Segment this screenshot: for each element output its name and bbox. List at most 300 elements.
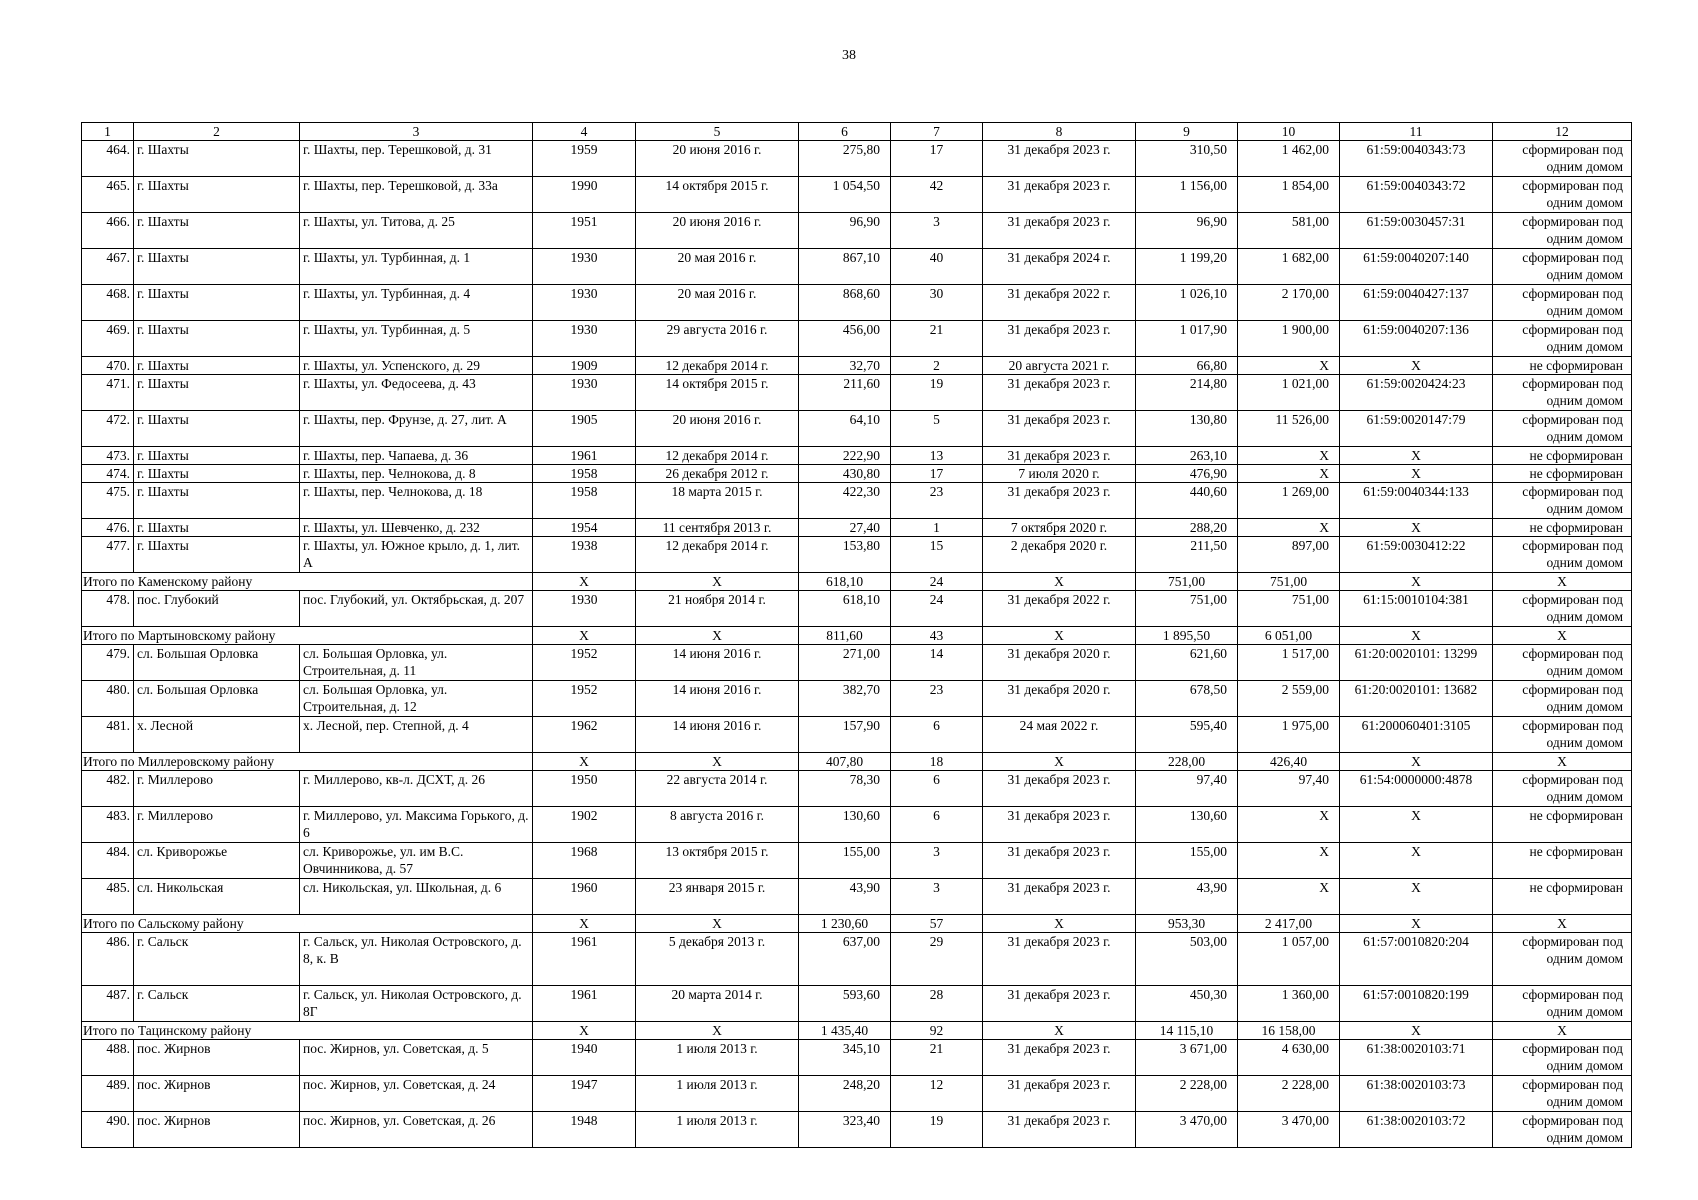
total-year-built: X [533, 573, 636, 591]
address: г. Шахты, ул. Турбинная, д. 5 [300, 321, 533, 357]
area: 430,80 [799, 465, 891, 483]
district-total-label: Итого по Сальскому району [82, 915, 533, 933]
cadastral-number: 61:59:0040343:72 [1340, 177, 1493, 213]
address: пос. Жирнов, ул. Советская, д. 26 [300, 1112, 533, 1148]
area-provided: 1 156,00 [1136, 177, 1238, 213]
row-number: 485. [82, 879, 134, 915]
row-number: 476. [82, 519, 134, 537]
area: 382,70 [799, 681, 891, 717]
date-recognized: 8 августа 2016 г. [636, 807, 799, 843]
total-land-area: 16 158,00 [1238, 1022, 1340, 1040]
land-status: сформирован под одним домом [1493, 645, 1632, 681]
residents: 6 [891, 771, 983, 807]
settlement: г. Миллерово [134, 771, 300, 807]
resettlement-deadline: 31 декабря 2023 г. [983, 933, 1136, 986]
settlement: г. Шахты [134, 465, 300, 483]
total-area: 407,80 [799, 753, 891, 771]
residents: 40 [891, 249, 983, 285]
land-status: сформирован под одним домом [1493, 681, 1632, 717]
total-cadastral-number: X [1340, 753, 1493, 771]
land-area: 2 228,00 [1238, 1076, 1340, 1112]
resettlement-deadline: 31 декабря 2023 г. [983, 375, 1136, 411]
land-status: сформирован под одним домом [1493, 1112, 1632, 1148]
area: 157,90 [799, 717, 891, 753]
date-recognized: 11 сентября 2013 г. [636, 519, 799, 537]
date-recognized: 22 августа 2014 г. [636, 771, 799, 807]
resettlement-deadline: 31 декабря 2023 г. [983, 447, 1136, 465]
residents: 17 [891, 141, 983, 177]
cadastral-number: 61:59:0040207:136 [1340, 321, 1493, 357]
total-land-status: X [1493, 1022, 1632, 1040]
row-number: 477. [82, 537, 134, 573]
table-row [82, 1040, 1632, 1076]
land-area: 4 630,00 [1238, 1040, 1340, 1076]
total-resettlement-deadline: X [983, 1022, 1136, 1040]
land-area: 1 682,00 [1238, 249, 1340, 285]
address: х. Лесной, пер. Степной, д. 4 [300, 717, 533, 753]
address: г. Шахты, ул. Южное крыло, д. 1, лит. А [300, 537, 533, 573]
address: сл. Большая Орловка, ул. Строительная, д. 11 [300, 645, 533, 681]
year-built: 1930 [533, 249, 636, 285]
cadastral-number: 61:38:0020103:72 [1340, 1112, 1493, 1148]
table-row [82, 519, 1632, 537]
area: 1 054,50 [799, 177, 891, 213]
resettlement-deadline: 31 декабря 2020 г. [983, 645, 1136, 681]
table-row [82, 879, 1632, 915]
land-area: X [1238, 357, 1340, 375]
address: г. Сальск, ул. Николая Островского, д. 8, к. В [300, 933, 533, 986]
cadastral-number: 61:38:0020103:71 [1340, 1040, 1493, 1076]
residents: 19 [891, 375, 983, 411]
total-residents: 18 [891, 753, 983, 771]
residents: 19 [891, 1112, 983, 1148]
land-status: сформирован под одним домом [1493, 591, 1632, 627]
area-provided: 2 228,00 [1136, 1076, 1238, 1112]
date-recognized: 1 июля 2013 г. [636, 1076, 799, 1112]
area-provided: 214,80 [1136, 375, 1238, 411]
date-recognized: 13 октября 2015 г. [636, 843, 799, 879]
settlement: г. Шахты [134, 321, 300, 357]
area: 27,40 [799, 519, 891, 537]
address: г. Шахты, ул. Титова, д. 25 [300, 213, 533, 249]
year-built: 1961 [533, 986, 636, 1022]
resettlement-deadline: 31 декабря 2023 г. [983, 411, 1136, 447]
cadastral-number: 61:57:0010820:199 [1340, 986, 1493, 1022]
residents: 13 [891, 447, 983, 465]
area-provided: 678,50 [1136, 681, 1238, 717]
resettlement-deadline: 31 декабря 2022 г. [983, 591, 1136, 627]
area: 96,90 [799, 213, 891, 249]
land-area: X [1238, 879, 1340, 915]
settlement: пос. Жирнов [134, 1112, 300, 1148]
area: 78,30 [799, 771, 891, 807]
settlement: пос. Глубокий [134, 591, 300, 627]
total-date-recognized: X [636, 915, 799, 933]
residents: 24 [891, 591, 983, 627]
settlement: пос. Жирнов [134, 1040, 300, 1076]
cadastral-number: 61:59:0030457:31 [1340, 213, 1493, 249]
land-status: сформирован под одним домом [1493, 249, 1632, 285]
table-row [82, 986, 1632, 1022]
cadastral-number: 61:54:0000000:4878 [1340, 771, 1493, 807]
district-total-label: Итого по Мартыновскому району [82, 627, 533, 645]
total-land-area: 751,00 [1238, 573, 1340, 591]
settlement: г. Сальск [134, 986, 300, 1022]
area: 323,40 [799, 1112, 891, 1148]
resettlement-deadline: 31 декабря 2023 г. [983, 807, 1136, 843]
residents: 28 [891, 986, 983, 1022]
area: 155,00 [799, 843, 891, 879]
table-row [82, 807, 1632, 843]
address: г. Шахты, ул. Успенского, д. 29 [300, 357, 533, 375]
year-built: 1940 [533, 1040, 636, 1076]
area: 130,60 [799, 807, 891, 843]
residents: 17 [891, 465, 983, 483]
year-built: 1905 [533, 411, 636, 447]
address: г. Шахты, пер. Фрунзе, д. 27, лит. А [300, 411, 533, 447]
land-status: сформирован под одним домом [1493, 1040, 1632, 1076]
total-land-area: 6 051,00 [1238, 627, 1340, 645]
resettlement-deadline: 20 августа 2021 г. [983, 357, 1136, 375]
address: г. Шахты, пер. Терешковой, д. 31 [300, 141, 533, 177]
total-land-status: X [1493, 627, 1632, 645]
row-number: 486. [82, 933, 134, 986]
table-row [82, 717, 1632, 753]
cadastral-number: 61:200060401:3105 [1340, 717, 1493, 753]
area-provided: 1 199,20 [1136, 249, 1238, 285]
address: г. Шахты, ул. Шевченко, д. 232 [300, 519, 533, 537]
address: сл. Криворожье, ул. им В.С. Овчинникова, д. 57 [300, 843, 533, 879]
column-header-8: 8 [983, 123, 1136, 141]
land-status: сформирован под одним домом [1493, 717, 1632, 753]
land-area: 1 462,00 [1238, 141, 1340, 177]
year-built: 1930 [533, 375, 636, 411]
address: г. Шахты, пер. Челнокова, д. 18 [300, 483, 533, 519]
table-row [82, 285, 1632, 321]
total-year-built: X [533, 1022, 636, 1040]
area-provided: 310,50 [1136, 141, 1238, 177]
year-built: 1952 [533, 645, 636, 681]
area: 271,00 [799, 645, 891, 681]
resettlement-deadline: 31 декабря 2023 г. [983, 213, 1136, 249]
land-area: 11 526,00 [1238, 411, 1340, 447]
address: г. Шахты, пер. Терешковой, д. 33а [300, 177, 533, 213]
row-number: 480. [82, 681, 134, 717]
date-recognized: 5 декабря 2013 г. [636, 933, 799, 986]
address: г. Шахты, ул. Турбинная, д. 4 [300, 285, 533, 321]
area-provided: 621,60 [1136, 645, 1238, 681]
area-provided: 476,90 [1136, 465, 1238, 483]
area-provided: 211,50 [1136, 537, 1238, 573]
land-area: 1 269,00 [1238, 483, 1340, 519]
area: 422,30 [799, 483, 891, 519]
address: г. Шахты, пер. Челнокова, д. 8 [300, 465, 533, 483]
total-residents: 24 [891, 573, 983, 591]
table-row [82, 213, 1632, 249]
page-number: 38 [842, 48, 856, 63]
land-status: не сформирован [1493, 843, 1632, 879]
cadastral-number: 61:59:0030412:22 [1340, 537, 1493, 573]
column-header-6: 6 [799, 123, 891, 141]
settlement: г. Шахты [134, 213, 300, 249]
area: 32,70 [799, 357, 891, 375]
area-provided: 595,40 [1136, 717, 1238, 753]
table-row [82, 843, 1632, 879]
column-header-2: 2 [134, 123, 300, 141]
column-header-5: 5 [636, 123, 799, 141]
column-header-1: 1 [82, 123, 134, 141]
residents: 1 [891, 519, 983, 537]
date-recognized: 14 июня 2016 г. [636, 717, 799, 753]
residents: 2 [891, 357, 983, 375]
year-built: 1948 [533, 1112, 636, 1148]
cadastral-number: X [1340, 807, 1493, 843]
land-area: 1 021,00 [1238, 375, 1340, 411]
land-status: сформирован под одним домом [1493, 177, 1632, 213]
total-cadastral-number: X [1340, 915, 1493, 933]
resettlement-deadline: 31 декабря 2023 г. [983, 843, 1136, 879]
cadastral-number: X [1340, 519, 1493, 537]
address: пос. Жирнов, ул. Советская, д. 5 [300, 1040, 533, 1076]
row-number: 482. [82, 771, 134, 807]
row-number: 478. [82, 591, 134, 627]
district-total-label: Итого по Каменскому району [82, 573, 533, 591]
total-land-status: X [1493, 915, 1632, 933]
year-built: 1962 [533, 717, 636, 753]
settlement: х. Лесной [134, 717, 300, 753]
land-status: сформирован под одним домом [1493, 933, 1632, 986]
total-land-area: 426,40 [1238, 753, 1340, 771]
total-residents: 92 [891, 1022, 983, 1040]
area-provided: 130,80 [1136, 411, 1238, 447]
land-area: 1 057,00 [1238, 933, 1340, 986]
district-total-label: Итого по Миллеровскому району [82, 753, 533, 771]
resettlement-deadline: 31 декабря 2023 г. [983, 986, 1136, 1022]
cadastral-number: 61:57:0010820:204 [1340, 933, 1493, 986]
residents: 15 [891, 537, 983, 573]
resettlement-deadline: 31 декабря 2023 г. [983, 483, 1136, 519]
area: 345,10 [799, 1040, 891, 1076]
column-header-7: 7 [891, 123, 983, 141]
settlement: г. Шахты [134, 177, 300, 213]
date-recognized: 12 декабря 2014 г. [636, 357, 799, 375]
land-status: не сформирован [1493, 519, 1632, 537]
total-land-area: 2 417,00 [1238, 915, 1340, 933]
date-recognized: 12 декабря 2014 г. [636, 447, 799, 465]
land-status: сформирован под одним домом [1493, 411, 1632, 447]
year-built: 1950 [533, 771, 636, 807]
area-provided: 66,80 [1136, 357, 1238, 375]
settlement: г. Шахты [134, 537, 300, 573]
total-area: 1 230,60 [799, 915, 891, 933]
row-number: 468. [82, 285, 134, 321]
area: 618,10 [799, 591, 891, 627]
land-area: 897,00 [1238, 537, 1340, 573]
area: 222,90 [799, 447, 891, 465]
settlement: г. Шахты [134, 447, 300, 465]
cadastral-number: 61:15:0010104:381 [1340, 591, 1493, 627]
total-date-recognized: X [636, 753, 799, 771]
area-provided: 263,10 [1136, 447, 1238, 465]
year-built: 1930 [533, 285, 636, 321]
row-number: 464. [82, 141, 134, 177]
area: 64,10 [799, 411, 891, 447]
cadastral-number: 61:38:0020103:73 [1340, 1076, 1493, 1112]
land-status: не сформирован [1493, 357, 1632, 375]
land-status: сформирован под одним домом [1493, 537, 1632, 573]
resettlement-deadline: 7 июля 2020 г. [983, 465, 1136, 483]
year-built: 1959 [533, 141, 636, 177]
table-row [82, 249, 1632, 285]
settlement: г. Шахты [134, 483, 300, 519]
row-number: 470. [82, 357, 134, 375]
year-built: 1952 [533, 681, 636, 717]
row-number: 483. [82, 807, 134, 843]
settlement: г. Шахты [134, 141, 300, 177]
total-cadastral-number: X [1340, 627, 1493, 645]
cadastral-number: X [1340, 465, 1493, 483]
row-number: 467. [82, 249, 134, 285]
total-resettlement-deadline: X [983, 627, 1136, 645]
year-built: 1930 [533, 321, 636, 357]
table-row [82, 357, 1632, 375]
address: сл. Большая Орловка, ул. Строительная, д. 12 [300, 681, 533, 717]
resettlement-deadline: 31 декабря 2020 г. [983, 681, 1136, 717]
year-built: 1902 [533, 807, 636, 843]
year-built: 1968 [533, 843, 636, 879]
year-built: 1951 [533, 213, 636, 249]
residents: 6 [891, 807, 983, 843]
area-provided: 503,00 [1136, 933, 1238, 986]
table-row [82, 321, 1632, 357]
land-status: не сформирован [1493, 807, 1632, 843]
address: г. Шахты, ул. Турбинная, д. 1 [300, 249, 533, 285]
total-area-provided: 953,30 [1136, 915, 1238, 933]
row-number: 473. [82, 447, 134, 465]
table-row [82, 681, 1632, 717]
total-date-recognized: X [636, 573, 799, 591]
land-status: сформирован под одним домом [1493, 141, 1632, 177]
table-row [82, 537, 1632, 573]
land-status: сформирован под одним домом [1493, 1076, 1632, 1112]
resettlement-deadline: 31 декабря 2024 г. [983, 249, 1136, 285]
row-number: 490. [82, 1112, 134, 1148]
land-area: 97,40 [1238, 771, 1340, 807]
area: 456,00 [799, 321, 891, 357]
cadastral-number: X [1340, 843, 1493, 879]
land-area: 1 360,00 [1238, 986, 1340, 1022]
date-recognized: 1 июля 2013 г. [636, 1040, 799, 1076]
total-residents: 43 [891, 627, 983, 645]
residents: 29 [891, 933, 983, 986]
total-area-provided: 751,00 [1136, 573, 1238, 591]
resettlement-deadline: 31 декабря 2023 г. [983, 1112, 1136, 1148]
cadastral-number: X [1340, 357, 1493, 375]
cadastral-number: 61:20:0020101: 13299 [1340, 645, 1493, 681]
row-number: 487. [82, 986, 134, 1022]
area: 637,00 [799, 933, 891, 986]
land-area: X [1238, 519, 1340, 537]
area-provided: 1 017,90 [1136, 321, 1238, 357]
column-header-9: 9 [1136, 123, 1238, 141]
table-row [82, 483, 1632, 519]
land-status: не сформирован [1493, 879, 1632, 915]
land-area: 1 517,00 [1238, 645, 1340, 681]
resettlement-deadline: 31 декабря 2023 г. [983, 141, 1136, 177]
settlement: сл. Большая Орловка [134, 681, 300, 717]
year-built: 1990 [533, 177, 636, 213]
date-recognized: 21 ноября 2014 г. [636, 591, 799, 627]
date-recognized: 14 октября 2015 г. [636, 375, 799, 411]
district-total-row [82, 915, 1632, 933]
total-resettlement-deadline: X [983, 573, 1136, 591]
district-total-row [82, 573, 1632, 591]
cadastral-number: X [1340, 447, 1493, 465]
year-built: 1947 [533, 1076, 636, 1112]
total-land-status: X [1493, 753, 1632, 771]
resettlement-deadline: 31 декабря 2023 г. [983, 177, 1136, 213]
year-built: 1961 [533, 447, 636, 465]
settlement: сл. Криворожье [134, 843, 300, 879]
settlement: г. Миллерово [134, 807, 300, 843]
row-number: 469. [82, 321, 134, 357]
residents: 3 [891, 843, 983, 879]
residents: 30 [891, 285, 983, 321]
date-recognized: 1 июля 2013 г. [636, 1112, 799, 1148]
row-number: 488. [82, 1040, 134, 1076]
settlement: сл. Большая Орловка [134, 645, 300, 681]
land-area: 2 170,00 [1238, 285, 1340, 321]
year-built: 1958 [533, 483, 636, 519]
row-number: 479. [82, 645, 134, 681]
column-header-11: 11 [1340, 123, 1493, 141]
total-area: 618,10 [799, 573, 891, 591]
residents: 3 [891, 213, 983, 249]
area-provided: 1 026,10 [1136, 285, 1238, 321]
table-row [82, 1112, 1632, 1148]
table-row [82, 141, 1632, 177]
date-recognized: 18 марта 2015 г. [636, 483, 799, 519]
area-provided: 450,30 [1136, 986, 1238, 1022]
resettlement-deadline: 31 декабря 2022 г. [983, 285, 1136, 321]
date-recognized: 14 июня 2016 г. [636, 681, 799, 717]
column-header-3: 3 [300, 123, 533, 141]
date-recognized: 26 декабря 2012 г. [636, 465, 799, 483]
total-date-recognized: X [636, 627, 799, 645]
row-number: 471. [82, 375, 134, 411]
land-area: X [1238, 807, 1340, 843]
area-provided: 288,20 [1136, 519, 1238, 537]
date-recognized: 12 декабря 2014 г. [636, 537, 799, 573]
land-area: X [1238, 465, 1340, 483]
cadastral-number: 61:59:0020424:23 [1340, 375, 1493, 411]
total-area-provided: 14 115,10 [1136, 1022, 1238, 1040]
settlement: г. Шахты [134, 285, 300, 321]
total-area-provided: 228,00 [1136, 753, 1238, 771]
table-row [82, 465, 1632, 483]
cadastral-number: 61:59:0020147:79 [1340, 411, 1493, 447]
total-area: 811,60 [799, 627, 891, 645]
date-recognized: 20 июня 2016 г. [636, 213, 799, 249]
land-area: X [1238, 447, 1340, 465]
column-header-4: 4 [533, 123, 636, 141]
area: 867,10 [799, 249, 891, 285]
area-provided: 3 671,00 [1136, 1040, 1238, 1076]
area-provided: 43,90 [1136, 879, 1238, 915]
land-area: 3 470,00 [1238, 1112, 1340, 1148]
total-resettlement-deadline: X [983, 915, 1136, 933]
cadastral-number: 61:59:0040343:73 [1340, 141, 1493, 177]
